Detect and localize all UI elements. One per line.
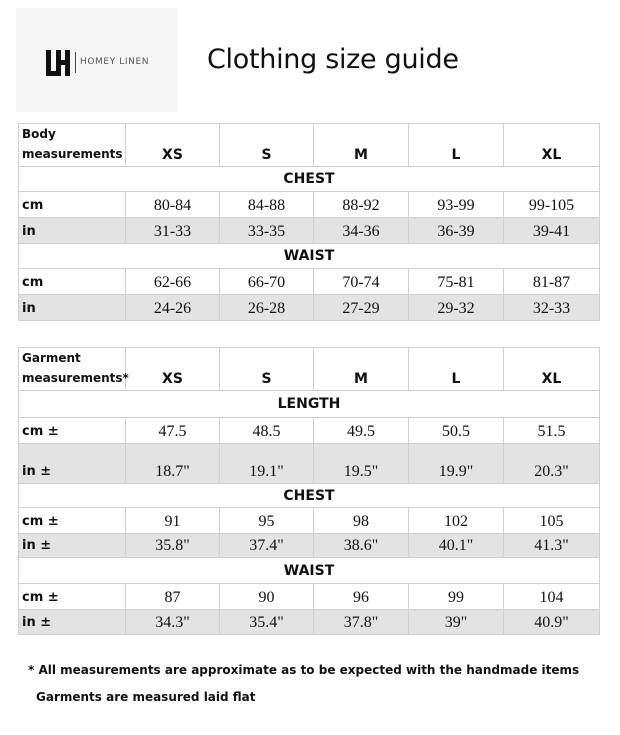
size-header-xs: XS	[126, 124, 220, 167]
table-cell: 62-66	[126, 269, 220, 295]
table-cell: 70-74	[314, 269, 409, 295]
header	[16, 8, 620, 112]
table-cell: 80-84	[126, 192, 220, 218]
table-header-row	[19, 348, 600, 391]
brand-logo	[16, 8, 178, 112]
table-cell: 99-105	[504, 192, 600, 218]
table-cell: 19.1"	[220, 444, 314, 484]
size-header-m: M	[314, 348, 409, 391]
table-cell: 51.5	[504, 418, 600, 444]
logo-divider	[75, 52, 76, 73]
laid-flat-note: Garments are measured laid flat	[36, 690, 256, 704]
table-row	[19, 584, 600, 610]
table-cell: 36-39	[409, 218, 504, 244]
table-cell: 31-33	[126, 218, 220, 244]
table-cell: 20.3"	[504, 444, 600, 484]
table-cell: 75-81	[409, 269, 504, 295]
table-cell: 34.3"	[126, 610, 220, 635]
table-cell: 39-41	[504, 218, 600, 244]
table-cell: 48.5	[220, 418, 314, 444]
table-cell: 29-32	[409, 295, 504, 321]
size-header-xl: XL	[504, 124, 600, 167]
table-cell: 49.5	[314, 418, 409, 444]
table-cell: 66-70	[220, 269, 314, 295]
size-header-l: L	[409, 124, 504, 167]
table-cell: 99	[409, 584, 504, 610]
table-cell: 104	[504, 584, 600, 610]
table-cell: 81-87	[504, 269, 600, 295]
table-cell: 40.9"	[504, 610, 600, 635]
row-label: in ±	[19, 534, 126, 558]
table-corner-label: Body measurements	[19, 124, 126, 167]
table-row	[19, 218, 600, 244]
row-label: in ±	[19, 610, 126, 635]
table-cell: 95	[220, 508, 314, 534]
table-cell: 27-29	[314, 295, 409, 321]
row-label: cm ±	[19, 508, 126, 534]
garment-measurements-table	[18, 347, 600, 635]
section-heading: WAIST	[19, 244, 600, 269]
table-row	[19, 192, 600, 218]
table-cell: 32-33	[504, 295, 600, 321]
table-cell: 37.4"	[220, 534, 314, 558]
section-heading: CHEST	[19, 484, 600, 508]
table-cell: 84-88	[220, 192, 314, 218]
page-title: Clothing size guide	[207, 44, 459, 75]
table-cell: 102	[409, 508, 504, 534]
section-heading: WAIST	[19, 558, 600, 584]
table-cell: 105	[504, 508, 600, 534]
table-cell: 87	[126, 584, 220, 610]
table-cell: 47.5	[126, 418, 220, 444]
table-row	[19, 295, 600, 321]
table-cell: 37.8"	[314, 610, 409, 635]
size-header-s: S	[220, 124, 314, 167]
table-cell: 93-99	[409, 192, 504, 218]
table-cell: 34-36	[314, 218, 409, 244]
section-heading: CHEST	[19, 167, 600, 192]
table-cell: 96	[314, 584, 409, 610]
table-row	[19, 508, 600, 534]
table-cell: 88-92	[314, 192, 409, 218]
row-label: cm	[19, 192, 126, 218]
size-header-l: L	[409, 348, 504, 391]
table-corner-label: Garment measurements*	[19, 348, 126, 391]
table-row	[19, 418, 600, 444]
table-cell: 91	[126, 508, 220, 534]
brand-name: HOMEY LINEN	[80, 57, 150, 67]
table-cell: 35.8"	[126, 534, 220, 558]
row-label: cm ±	[19, 584, 126, 610]
table-row	[19, 610, 600, 635]
size-header-xs: XS	[126, 348, 220, 391]
table-cell: 35.4"	[220, 610, 314, 635]
section-heading: LENGTH	[19, 391, 600, 418]
table-cell: 40.1"	[409, 534, 504, 558]
table-row	[19, 444, 600, 484]
table-cell: 19.9"	[409, 444, 504, 484]
table-cell: 98	[314, 508, 409, 534]
table-cell: 19.5"	[314, 444, 409, 484]
row-label: in ±	[19, 444, 126, 484]
size-header-s: S	[220, 348, 314, 391]
row-label: in	[19, 295, 126, 321]
row-label: cm ±	[19, 418, 126, 444]
size-header-xl: XL	[504, 348, 600, 391]
approximation-note: * All measurements are approximate as to be expected with the handmade items	[28, 663, 580, 677]
body-measurements-table	[18, 123, 600, 321]
table-cell: 33-35	[220, 218, 314, 244]
table-row	[19, 534, 600, 558]
table-header-row	[19, 124, 600, 167]
brand-monogram-icon	[46, 50, 72, 76]
table-cell: 41.3"	[504, 534, 600, 558]
table-cell: 90	[220, 584, 314, 610]
table-cell: 38.6"	[314, 534, 409, 558]
table-cell: 18.7"	[126, 444, 220, 484]
table-cell: 26-28	[220, 295, 314, 321]
table-cell: 50.5	[409, 418, 504, 444]
table-cell: 24-26	[126, 295, 220, 321]
row-label: cm	[19, 269, 126, 295]
row-label: in	[19, 218, 126, 244]
table-cell: 39"	[409, 610, 504, 635]
table-row	[19, 269, 600, 295]
size-header-m: M	[314, 124, 409, 167]
